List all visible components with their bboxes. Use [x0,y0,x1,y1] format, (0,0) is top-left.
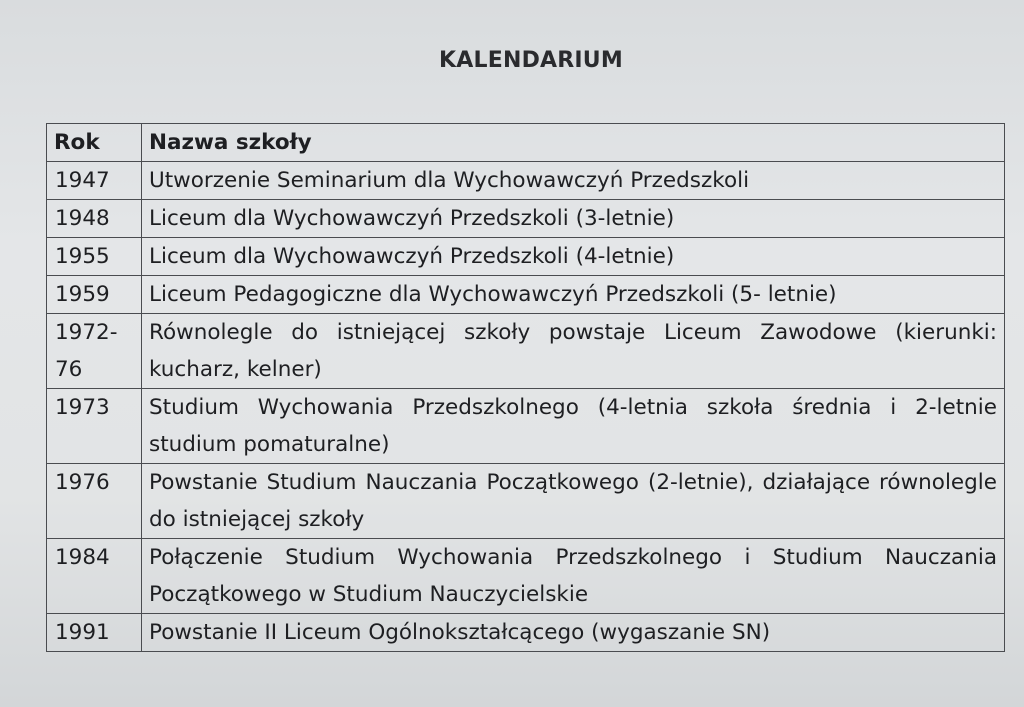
row-year: 1955 [47,238,142,276]
row-year: 1959 [47,276,142,314]
table-row [47,238,1005,276]
row-name: Liceum dla Wychowawczyń Przedszkoli (3-letnie) [142,200,1005,238]
row-year: 1991 [47,614,142,652]
table-row [47,539,1005,614]
row-name: Powstanie II Liceum Ogólnokształcącego (wygaszanie SN) [142,614,1005,652]
column-header-year: Rok [47,124,142,162]
row-name: Połączenie Studium Wychowania Przedszkolnego i Studium Nauczania Początkowego w Studium Nauczycielskie [142,539,1005,614]
row-year: 1972-76 [47,314,142,389]
document-title: KALENDARIUM [439,48,623,73]
row-year: 1984 [47,539,142,614]
table-row [47,464,1005,539]
table-row [47,200,1005,238]
table-row [47,314,1005,389]
column-header-name: Nazwa szkoły [142,124,1005,162]
row-year: 1948 [47,200,142,238]
row-year: 1947 [47,162,142,200]
row-year: 1973 [47,389,142,464]
table-row [47,276,1005,314]
table-row [47,162,1005,200]
row-year: 1976 [47,464,142,539]
row-name: Powstanie Studium Nauczania Początkowego (2-letnie), działające równolegle do istniejącej szkoły [142,464,1005,539]
table-header-row [47,124,1005,162]
row-name: Liceum dla Wychowawczyń Przedszkoli (4-letnie) [142,238,1005,276]
row-name: Utworzenie Seminarium dla Wychowawczyń Przedszkoli [142,162,1005,200]
table-row [47,389,1005,464]
table-row [47,614,1005,652]
calendar-table [46,123,1005,652]
row-name: Równolegle do istniejącej szkoły powstaje Liceum Zawodowe (kierunki: kucharz, kelner) [142,314,1005,389]
row-name: Liceum Pedagogiczne dla Wychowawczyń Przedszkoli (5- letnie) [142,276,1005,314]
row-name: Studium Wychowania Przedszkolnego (4-letnia szkoła średnia i 2-letnie studium pomaturalne) [142,389,1005,464]
